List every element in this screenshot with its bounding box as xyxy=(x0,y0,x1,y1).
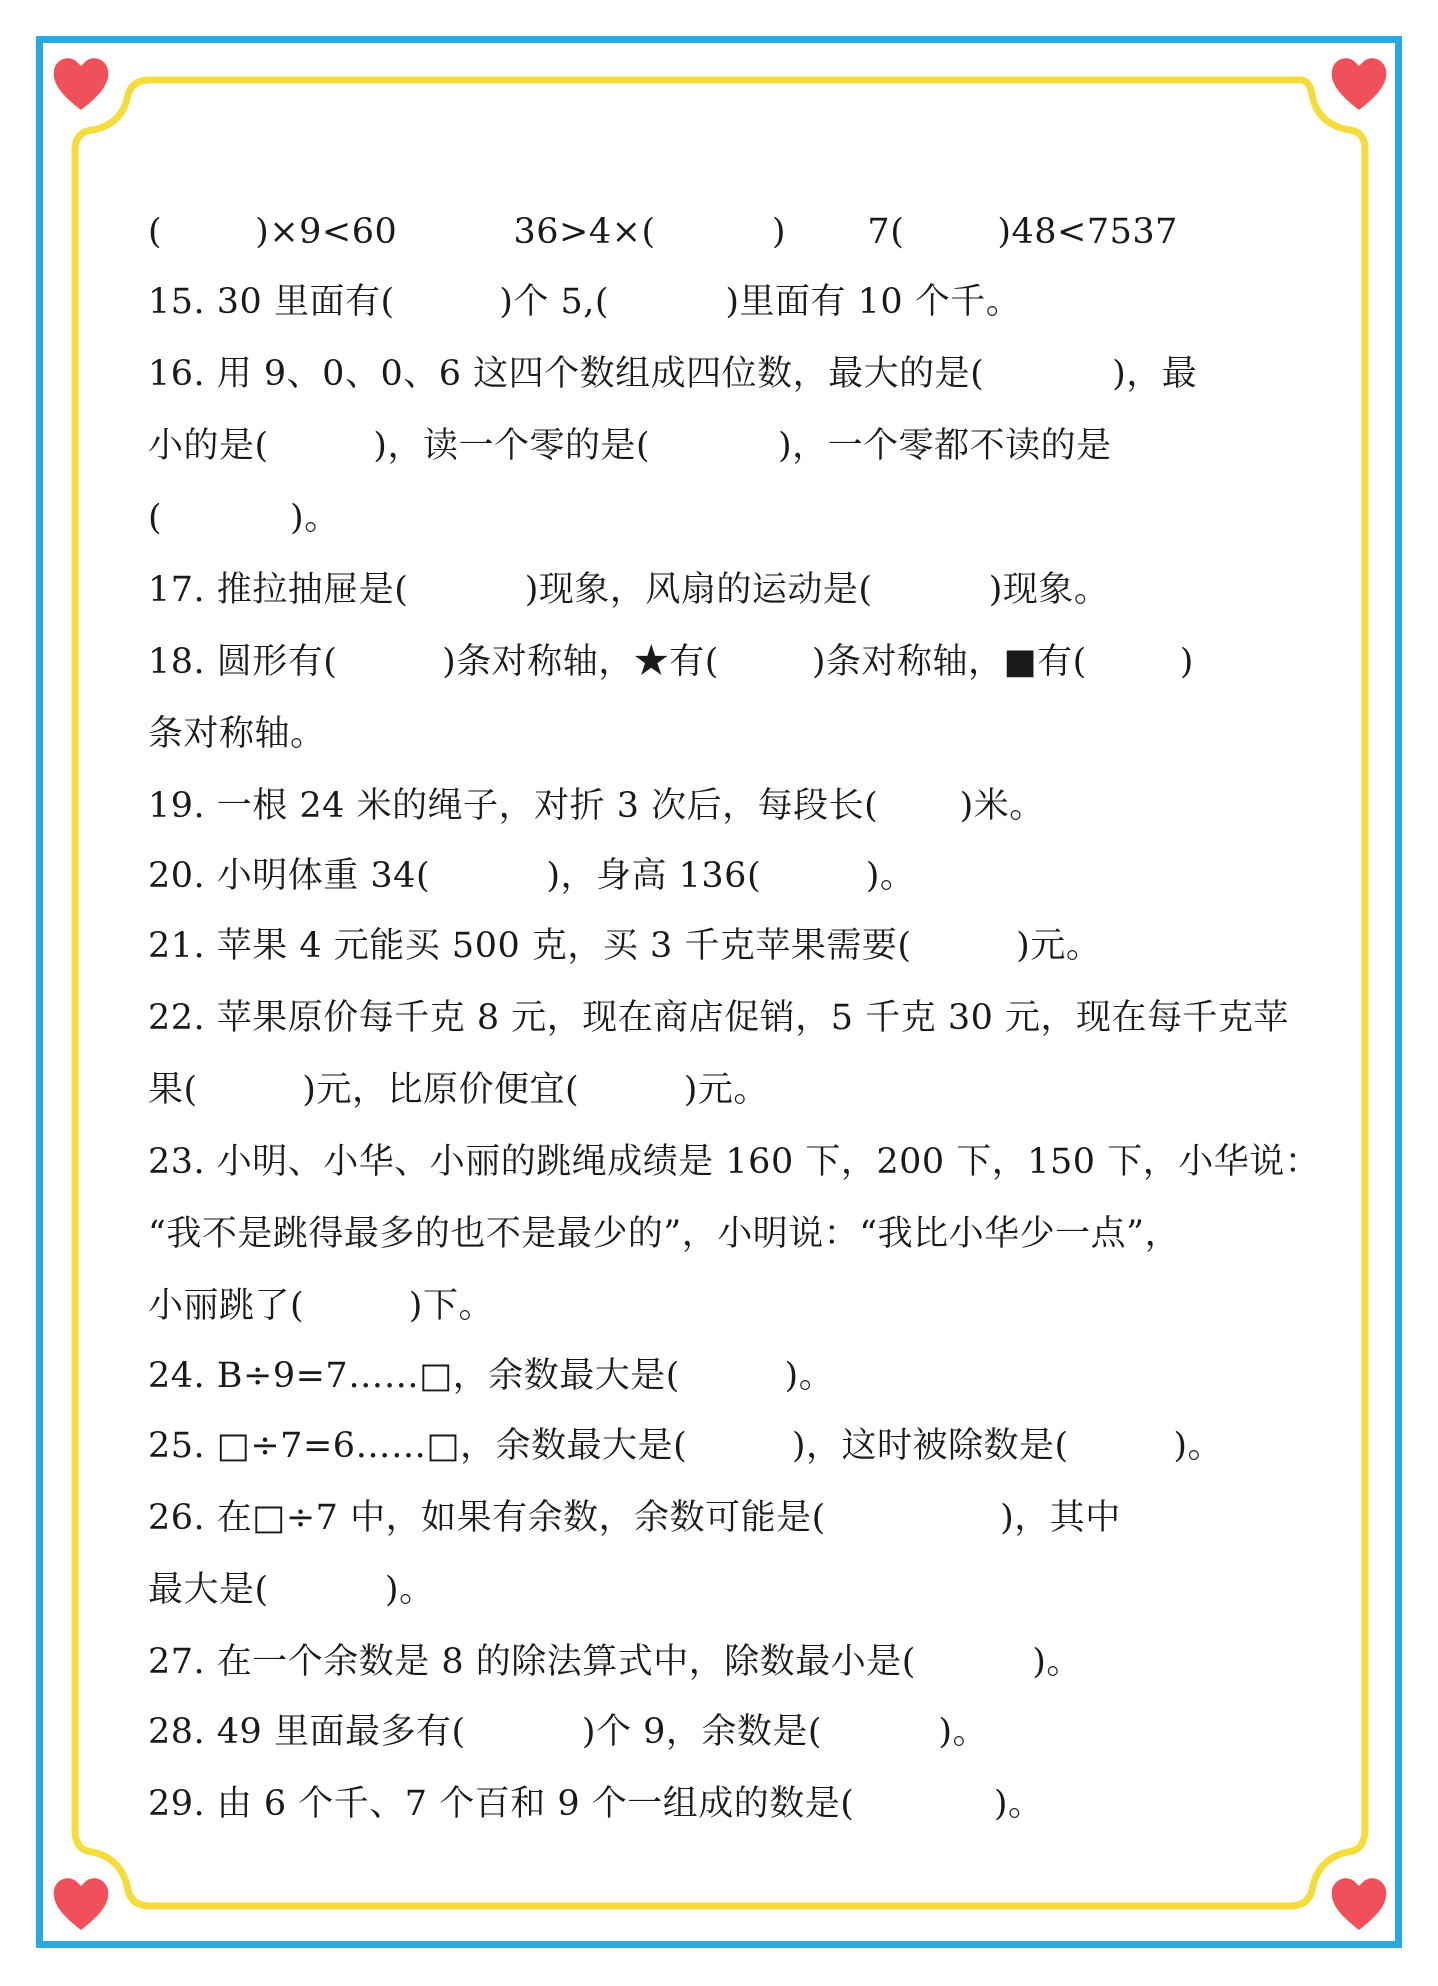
question-line: 20. 小明体重 34( )，身高 136( )。 xyxy=(148,856,916,896)
question-line: ( )。 xyxy=(148,498,340,538)
question-line: 26. 在□÷7 中，如果有余数，余数可能是( )，其中 xyxy=(148,1498,1121,1538)
question-line: ( )×9<60 36>4×( ) 7( )48<7537 xyxy=(148,212,1178,252)
question-line: 最大是( )。 xyxy=(148,1570,435,1610)
question-line: 21. 苹果 4 元能买 500 克，买 3 千克苹果需要( )元。 xyxy=(148,926,1102,966)
question-line: 18. 圆形有( )条对称轴，★有( )条对称轴，■有( ) xyxy=(148,642,1194,682)
question-line: 小的是( )，读一个零的是( )，一个零都不读的是 xyxy=(148,426,1112,466)
question-line: 23. 小明、小华、小丽的跳绳成绩是 160 下，200 下，150 下，小华说： xyxy=(148,1142,1321,1182)
question-line: 19. 一根 24 米的绳子，对折 3 次后，每段长( )米。 xyxy=(148,786,1045,826)
heart-icon xyxy=(50,52,112,114)
heart-icon xyxy=(50,1872,112,1934)
question-line: 24. B÷9=7……□，余数最大是( )。 xyxy=(148,1356,835,1396)
question-line: 16. 用 9、0、0、6 这四个数组成四位数，最大的是( )，最 xyxy=(148,354,1198,394)
question-line: 15. 30 里面有( )个 5,( )里面有 10 个千。 xyxy=(148,282,1022,322)
question-line: 29. 由 6 个千、7 个百和 9 个一组成的数是( )。 xyxy=(148,1784,1044,1824)
heart-icon xyxy=(1328,1872,1390,1934)
question-line: 22. 苹果原价每千克 8 元，现在商店促销，5 千克 30 元，现在每千克苹 xyxy=(148,998,1289,1038)
question-line: 17. 推拉抽屉是( )现象，风扇的运动是( )现象。 xyxy=(148,570,1110,610)
question-line: 28. 49 里面最多有( )个 9，余数是( )。 xyxy=(148,1712,988,1752)
question-line: 27. 在一个余数是 8 的除法算式中，除数最小是( )。 xyxy=(148,1642,1082,1682)
question-line: “我不是跳得最多的也不是最少的”，小明说：“我比小华少一点”， xyxy=(148,1214,1181,1254)
question-line: 条对称轴。 xyxy=(148,714,326,754)
question-line: 果( )元，比原价便宜( )元。 xyxy=(148,1070,769,1110)
question-line: 小丽跳了( )下。 xyxy=(148,1286,494,1326)
heart-icon xyxy=(1328,52,1390,114)
question-line: 25. □÷7=6……□，余数最大是( )，这时被除数是( )。 xyxy=(148,1426,1223,1466)
